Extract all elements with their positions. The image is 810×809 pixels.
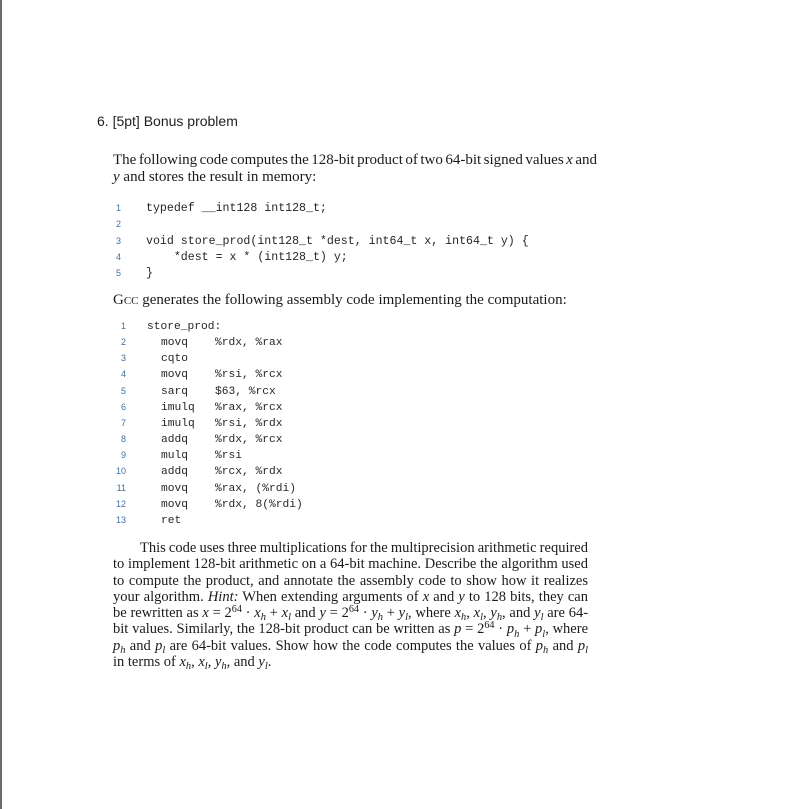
text-run: , where <box>545 621 588 638</box>
subscript: l <box>585 644 588 656</box>
code-line <box>100 415 303 431</box>
subscript: h <box>185 661 192 673</box>
text-run: , <box>191 654 199 671</box>
italic-text: p <box>535 621 543 638</box>
italic-text: x <box>281 605 289 622</box>
small-caps-text: Gcc <box>113 292 139 308</box>
italic-text: x <box>202 605 209 622</box>
assembly-code-listing <box>100 318 303 528</box>
assembly-intro-paragraph <box>113 292 597 309</box>
text-run: , and <box>226 654 259 671</box>
line-number: 10 <box>115 466 126 477</box>
italic-text: x <box>566 152 573 168</box>
text-run: = 2 <box>208 605 232 622</box>
instruction-mnemonic: movq <box>161 337 189 350</box>
instruction-mnemonic: addq <box>161 466 189 479</box>
italic-text: x <box>254 605 261 622</box>
subscript: h <box>543 644 549 656</box>
instruction-operands: %rax, %rcx <box>215 401 283 414</box>
instruction-operands: $63, %rcx <box>215 385 276 398</box>
text-run: to implement 128-bit arithmetic on a 64-bit machine. Describe the algorithm used <box>113 556 588 573</box>
line-number: 12 <box>115 498 126 509</box>
code-text: typedef __int128 int128_t; <box>146 202 327 215</box>
intro-paragraph <box>113 152 597 186</box>
italic-text: y <box>214 654 222 671</box>
subscript: h <box>260 612 266 624</box>
code-line <box>100 350 303 366</box>
italic-text: x <box>454 605 462 622</box>
text-run: , where <box>408 605 455 622</box>
code-line <box>100 233 529 249</box>
instruction-mnemonic: movq <box>161 369 189 382</box>
text-run: = 2 <box>461 621 485 638</box>
text-run: + <box>382 605 399 622</box>
line-number: 8 <box>120 434 126 445</box>
subscript: l <box>540 612 544 624</box>
question-paragraph <box>113 540 589 673</box>
instruction-operands: %rsi <box>215 450 243 463</box>
text-run: · <box>358 605 372 622</box>
italic-text: p <box>506 621 515 638</box>
text-run: generates the following assembly code implementing the computation: <box>138 292 567 308</box>
text-line <box>113 540 588 556</box>
instruction-mnemonic: movq <box>161 498 189 511</box>
code-line <box>100 318 303 334</box>
code-line <box>100 431 303 447</box>
instruction-mnemonic: ret <box>161 514 182 527</box>
text-run: = 2 <box>325 605 349 622</box>
italic-text: y <box>398 605 406 622</box>
line-number: 1 <box>115 203 121 213</box>
line-number: 3 <box>120 353 126 364</box>
text-run: When extending arguments of <box>238 588 423 605</box>
subscript: h <box>120 644 126 656</box>
text-run: bit values. Similarly, the 128-bit product can be written as <box>113 621 455 638</box>
text-line <box>113 573 588 589</box>
line-number: 9 <box>120 450 126 461</box>
italic-text: x <box>422 588 430 605</box>
text-line <box>113 589 588 605</box>
text-run: · <box>241 605 255 622</box>
instruction-operands: %rcx, %rdx <box>215 466 283 479</box>
italic-text: p <box>535 637 544 654</box>
instruction-mnemonic: mulq <box>161 450 189 463</box>
instruction-mnemonic: movq <box>161 482 189 495</box>
superscript: 64 <box>231 604 242 616</box>
text-run: to compute the product, and annotate the assembly code to show how it realizes <box>113 572 588 589</box>
line-number: 6 <box>120 401 126 412</box>
instruction-operands: %rdx, %rcx <box>215 434 283 447</box>
instruction-mnemonic: imulq <box>161 401 195 414</box>
c-code-listing <box>100 200 529 281</box>
subscript: l <box>162 644 166 656</box>
superscript: 64 <box>348 604 359 616</box>
text-run: + <box>265 605 282 622</box>
instruction-mnemonic: imulq <box>161 417 195 430</box>
code-line <box>100 480 303 496</box>
code-line <box>100 249 529 265</box>
italic-text: p <box>155 637 163 654</box>
italic-text: x <box>473 605 481 622</box>
text-run: + <box>519 621 536 638</box>
subscript: h <box>514 628 520 640</box>
code-line <box>100 334 303 350</box>
instruction-operands: %rdx, 8(%rdi) <box>215 498 303 511</box>
text-run: in terms of <box>113 654 180 671</box>
text-run: and <box>290 605 320 622</box>
instruction-operands: %rdx, %rax <box>215 337 283 350</box>
code-label: store_prod: <box>147 321 222 333</box>
line-number: 5 <box>120 385 126 396</box>
instruction-mnemonic: cqto <box>161 353 189 366</box>
line-number: 4 <box>120 369 126 380</box>
line-number: 1 <box>120 321 126 331</box>
line-number: 5 <box>115 268 121 278</box>
subscript: h <box>461 612 467 624</box>
text-run: and <box>429 588 459 605</box>
italic-text: y <box>534 605 541 622</box>
subscript: h <box>221 661 227 673</box>
text-run: The following code computes the 128-bit product of two 64-bit signed values <box>113 152 567 168</box>
instruction-operands: %rsi, %rcx <box>215 369 283 382</box>
code-text: void store_prod(int128_t *dest, int64_t x, int64_t y) { <box>146 234 529 248</box>
text-line <box>113 604 589 624</box>
text-run: · <box>494 621 507 638</box>
italic-text: y <box>458 588 465 605</box>
code-line <box>100 200 529 216</box>
italic-text: x <box>198 654 205 671</box>
text-line <box>113 169 597 186</box>
italic-text: y <box>490 605 497 622</box>
instruction-operands: %rax, (%rdi) <box>215 482 297 495</box>
subscript: l <box>405 612 409 624</box>
code-line <box>100 496 303 512</box>
italic-text: p <box>454 621 462 638</box>
code-text: } <box>146 267 153 280</box>
text-line <box>113 654 588 673</box>
line-number: 13 <box>115 514 126 525</box>
subscript: l <box>288 612 291 624</box>
instruction-mnemonic: sarq <box>161 385 189 398</box>
text-line <box>113 638 588 654</box>
italic-text: p <box>577 637 586 654</box>
text-run: This code uses three multiplications for the multiprecision arithmetic required <box>140 540 588 556</box>
code-line <box>100 216 529 232</box>
text-run: , <box>466 605 474 622</box>
text-run: and <box>548 637 578 654</box>
text-run: and stores the result in memory: <box>119 169 317 185</box>
text-run: , <box>207 654 215 671</box>
problem-heading: 6. [5pt] Bonus problem <box>97 113 238 129</box>
instruction-operands: %rsi, %rdx <box>215 417 283 430</box>
instruction-mnemonic: addq <box>161 434 189 447</box>
text-run: and <box>125 637 156 654</box>
text-run: be rewritten as <box>113 605 203 622</box>
subscript: l <box>542 628 546 640</box>
line-number: 2 <box>115 219 121 230</box>
subscript: l <box>264 661 268 673</box>
italic-text: x <box>179 654 186 671</box>
code-text: *dest = x * (int128_t) y; <box>146 250 348 264</box>
code-line <box>100 399 303 415</box>
text-line <box>113 292 597 309</box>
text-run: your algorithm. <box>113 588 208 605</box>
line-number: 3 <box>115 235 121 246</box>
italic-text: y <box>113 169 120 185</box>
text-line <box>113 152 597 169</box>
subscript: h <box>377 612 383 624</box>
code-line <box>100 463 303 479</box>
code-line <box>100 383 303 399</box>
text-run: , and <box>502 605 535 622</box>
line-number: 2 <box>120 337 126 348</box>
line-number: 11 <box>116 482 126 493</box>
code-line <box>100 512 303 528</box>
italic-text: y <box>319 605 326 622</box>
text-run: , <box>482 605 491 622</box>
line-number: 7 <box>120 417 126 428</box>
text-line <box>113 620 588 640</box>
text-run: are 64- <box>543 605 589 622</box>
subscript: l <box>480 612 483 624</box>
superscript: 64 <box>484 620 495 632</box>
code-line <box>100 447 303 463</box>
text-run: are 64-bit values. Show how the code computes the values of <box>165 637 536 654</box>
text-run: to 128 bits, they can <box>464 588 588 605</box>
text-line <box>113 556 588 572</box>
subscript: h <box>496 612 503 624</box>
text-run: . <box>267 654 272 671</box>
subscript: l <box>204 661 208 673</box>
text-run: and <box>572 152 597 168</box>
code-line <box>100 366 303 382</box>
italic-text: p <box>113 637 121 654</box>
line-number: 4 <box>115 251 121 262</box>
italic-text: y <box>258 654 265 671</box>
code-line <box>100 265 529 281</box>
italic-text: Hint: <box>207 588 239 605</box>
italic-text: y <box>371 605 378 622</box>
